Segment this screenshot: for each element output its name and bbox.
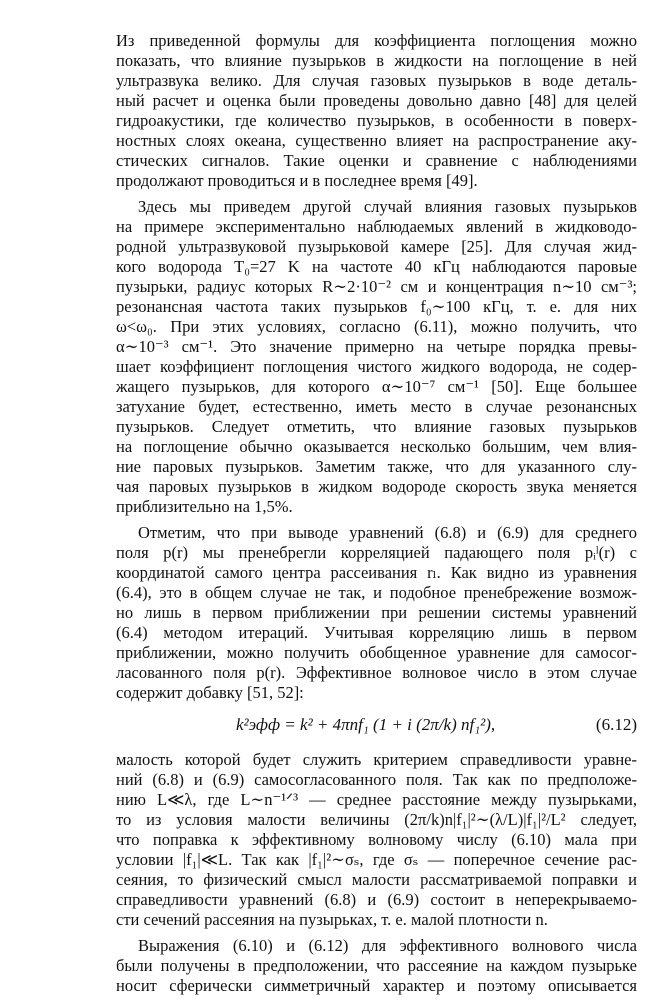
text-line: затухание будет, естественно, иметь место в случае резонансных [116, 397, 637, 416]
text-line: родной ультразвуковой пузырьковой камере [25]. Для случая жид- [116, 237, 637, 256]
text-line: кого водорода T₀=27 K на частоте 40 кГц наблюдаются паровые [116, 257, 637, 276]
text-line: что поправка к эффективному волновому числу (6.10) мала при [116, 830, 637, 849]
text-line: на примере экспериментально наблюдаемых явлений в жидководо- [116, 217, 637, 236]
text-line: были получены в предположении, что рассеяние на каждом пузырьке [116, 956, 637, 975]
text-line: (6.4) методом итераций. Учитывая корреляцию лишь в первом [116, 623, 637, 642]
text-line: чая паровых пузырьков в жидком водороде скорость звука меняется [116, 477, 637, 496]
text-line: ностных слоях океана, существенно влияет на распространение аку- [116, 131, 637, 150]
text-line: сти сечений рассеяния на пузырьках, т. е. малой плотности n. [116, 910, 548, 929]
text-line: ние паровых пузырьков. Заметим также, что для указанного слу- [116, 457, 637, 476]
text-line: малость которой будет служить критерием справедливости уравне- [116, 750, 637, 769]
text-line: ласованного поля p(r). Эффективное волновое число в этом случае [116, 663, 637, 682]
equation-6-12 [116, 713, 637, 737]
text-line: сеяния, то физический смысл малости рассматриваемой поправки и [116, 870, 637, 889]
text-line: поля p(r) мы пренебрегли корреляцией падающего поля pᵢˡ(r) с [116, 543, 637, 562]
text-line: ультразвука велико. Для случая газовых пузырьков в воде деталь- [116, 71, 637, 90]
text-line: справедливости уравнений (6.8) и (6.9) состоит в неперекрываемо- [116, 890, 637, 909]
text-line: ω<ω₀. При этих условиях, согласно (6.11), можно получить, что [116, 317, 637, 336]
text-line: пузырьков. Следует отметить, что влияние газовых пузырьков [116, 417, 637, 436]
text-line: жащего пузырьков, для которого α∼10⁻⁷ см⁻¹ [50]. Еще большее [116, 377, 637, 396]
text-line: ный расчет и оценка были проведены довольно давно [48] для целей [116, 91, 637, 110]
text-line: приближении, можно получить обобщенное уравнение для самосог- [116, 643, 637, 662]
text-line: α∼10⁻³ см⁻¹. Это значение примерно на четыре порядка превы- [116, 337, 637, 356]
text-line: на поглощение обычно оказывается несколько большим, чем влия- [116, 437, 637, 456]
text-line: носит сферически симметричный характер и поэтому описывается [116, 976, 637, 995]
text-line: приблизительно на 1,5%. [116, 497, 293, 516]
text-line: Отметим, что при выводе уравнений (6.8) и (6.9) для среднего [138, 523, 637, 542]
text-line: Здесь мы приведем другой случай влияния газовых пузырьков [138, 197, 637, 216]
text-line: нию L≪λ, где L∼n⁻¹ᐟ³ — среднее расстояние между пузырьками, [116, 790, 637, 809]
equation-expression: k²эфф = k² + 4πnf₁ (1 + i (2π/k) nf₁²), [236, 715, 496, 734]
text-line: но лишь в первом приближении при решении системы уравнений [116, 603, 637, 622]
text-line: координатой самого центра рассеивания rₗ. Как видно из уравнения [116, 563, 637, 582]
text-line: Выражения (6.10) и (6.12) для эффективного волнового числа [138, 936, 637, 955]
text-line: Из приведенной формулы для коэффициента поглощения можно [116, 31, 637, 50]
text-line: шает коэффициент поглощения чистого жидкого водорода, не содер- [116, 357, 637, 376]
text-line: стических сигналов. Такие оценки и сравнение с наблюдениями [116, 151, 637, 170]
text-line: показать, что влияние пузырьков в жидкости на поглощение в ней [116, 51, 637, 70]
text-line: резонансная частота таких пузырьков f₀∼100 кГц, т. е. для них [116, 297, 637, 316]
text-line: то из условия малости величины (2π/k)n|f₁|²∼(λ/L)|f₁|²/L² следует, [116, 810, 637, 829]
text-line: (6.4), это в общем случае не так, и подобное пренебрежение возмож- [116, 583, 637, 602]
text-line: продолжают проводиться и в последнее время [49]. [116, 171, 478, 190]
text-line: условии |f₁|≪L. Так как |f₁|²∼σₛ, где σₛ — поперечное сечение рас- [116, 850, 637, 869]
text-line: ний (6.8) и (6.9) самосогласованного поля. Так как по предположе- [116, 770, 637, 789]
text-line: содержит добавку [51, 52]: [116, 683, 304, 702]
equation-number: (6.12) [595, 715, 637, 734]
text-line: пузырьки, радиус которых R∼2·10⁻² см и концентрация n∼10 см⁻³; [116, 277, 637, 296]
text-line: гидроакустики, где количество пузырьков, в особенности в поверх- [116, 111, 637, 130]
